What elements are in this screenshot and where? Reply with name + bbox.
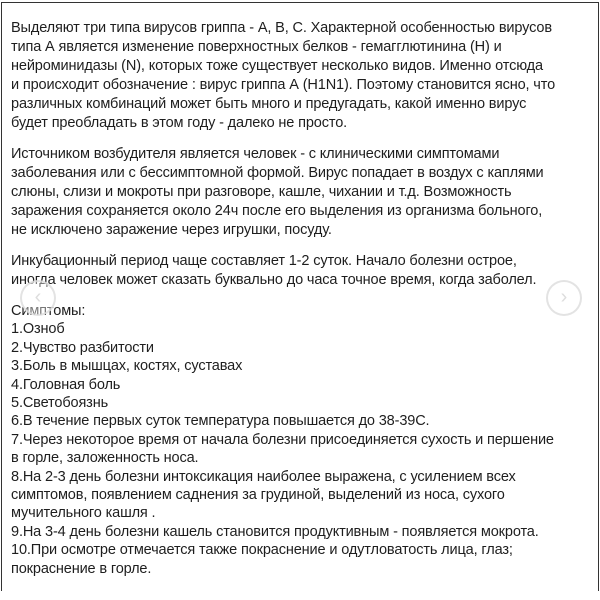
- text-line: заболевания или с бессимптомной формой. Вирус попадает в воздух с каплями: [11, 165, 544, 181]
- list-item: 1.Озноб: [11, 321, 65, 338]
- chevron-left-icon: ‹: [34, 286, 42, 308]
- symptoms-list: [11, 302, 596, 578]
- paragraph-incubation: [11, 252, 596, 290]
- text-line: будет преобладать в этом году - далеко не просто.: [11, 115, 348, 131]
- paragraph-source: [11, 145, 596, 240]
- list-item: 8.На 2-3 день болезни интоксикация наиболее выражена, с усилением всех: [11, 468, 516, 485]
- list-item: симптомов, появлением саднения за грудиной, выделений из носа, сухого: [11, 487, 505, 504]
- text-line: Выделяют три типа вирусов гриппа - А, В, С. Характерной особенностью вирусов: [11, 20, 552, 36]
- text-line: не исключено заражение через игрушки, посуду.: [11, 222, 332, 238]
- list-item: 9.На 3-4 день болезни кашель становится продуктивным - появляется мокрота.: [11, 523, 539, 540]
- list-item: 6.В течение первых суток температура повышается до 38-39С.: [11, 413, 430, 430]
- text-line: типа А является изменение поверхностных белков - гемагглютинина (Н) и: [11, 39, 502, 55]
- list-item: 5.Светобоязнь: [11, 395, 109, 412]
- text-line: различных комбинаций может быть много и предугадать, какой именно вирус: [11, 96, 527, 112]
- list-item: 2.Чувство разбитости: [11, 339, 154, 356]
- chevron-right-icon: ›: [560, 286, 568, 308]
- list-item: 3.Боль в мышцах, костях, суставах: [11, 358, 243, 375]
- text-line: заражения сохраняется около 24ч после его выделения из организма больного,: [11, 203, 543, 219]
- document-image: [1, 2, 599, 591]
- list-item: 10.При осмотре отмечается также покраснение и одутловатость лица, глаз;: [11, 542, 513, 559]
- list-item: 7.Через некоторое время от начала болезни присоединяется сухость и першение: [11, 431, 554, 448]
- text-line: слюны, слизи и мокроты при разговоре, кашле, чихании и т.д. Возможность: [11, 184, 512, 200]
- text-line: Инкубационный период чаще составляет 1-2 суток. Начало болезни острое,: [11, 253, 517, 269]
- document-text: [11, 19, 596, 578]
- list-item: покраснение в горле.: [11, 560, 152, 577]
- list-item: мучительного кашля .: [11, 505, 156, 522]
- previous-slide-button[interactable]: [20, 280, 56, 316]
- list-item: в горле, заложенность носа.: [11, 450, 199, 467]
- paragraph-flu-types: [11, 19, 596, 133]
- text-line: нейроминидазы (N), которых тоже существует несколько видов. Именно отсюда: [11, 58, 543, 74]
- text-line: Источником возбудителя является человек - с клиническими симптомами: [11, 146, 500, 162]
- symptoms-heading: Симптомы:: [11, 303, 86, 319]
- list-item: 4.Головная боль: [11, 376, 121, 393]
- text-line: и происходит обозначение : вирус гриппа А (H1N1). Поэтому становится ясно, что: [11, 77, 556, 93]
- text-line: иногда человек может сказать буквально до часа точное время, когда заболел.: [11, 272, 537, 288]
- next-slide-button[interactable]: [546, 280, 582, 316]
